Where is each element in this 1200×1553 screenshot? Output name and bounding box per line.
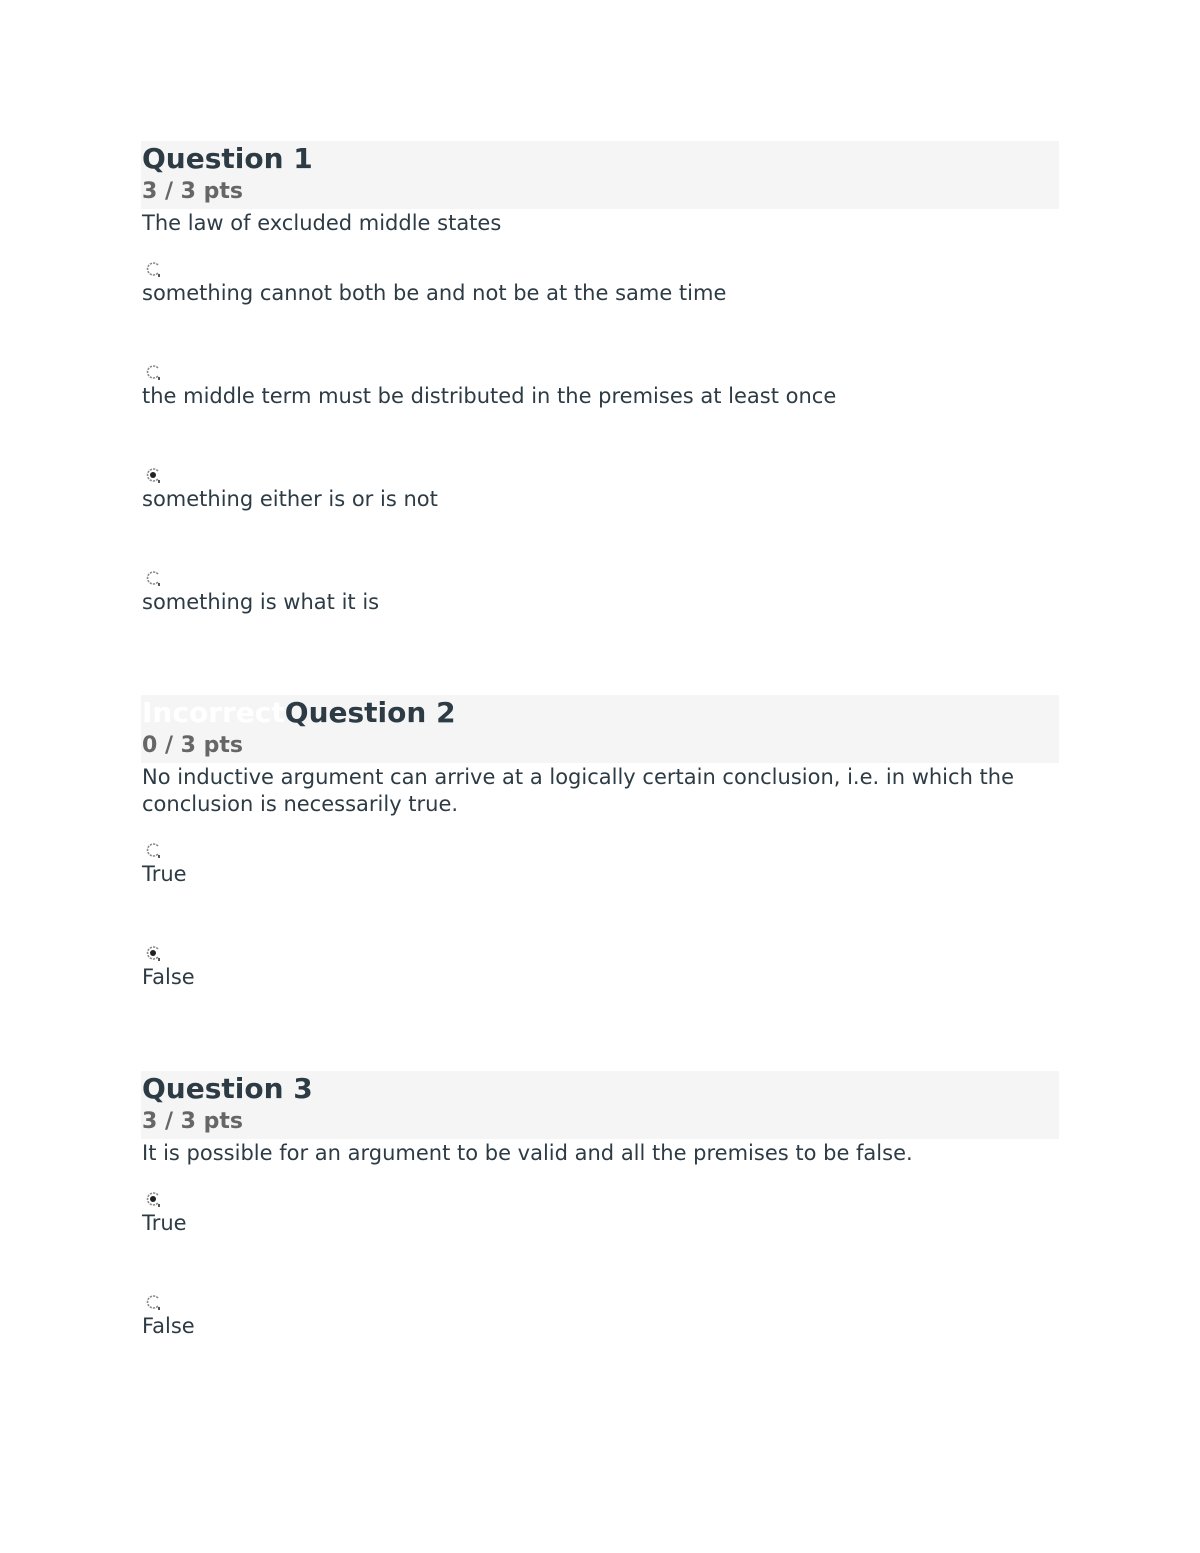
answer-option[interactable] — [141, 251, 1059, 354]
question-title-row — [142, 695, 456, 731]
radio-icon[interactable] — [145, 261, 159, 275]
question-title-row — [142, 141, 313, 177]
radio-unselected-icon — [145, 842, 161, 858]
answer-list — [141, 251, 1059, 663]
answer-list — [141, 1181, 1059, 1387]
answer-label: something is what it is — [142, 590, 380, 614]
question-header — [141, 1071, 1059, 1139]
incorrect-flag: Incorrect — [142, 696, 285, 729]
answer-option[interactable] — [141, 354, 1059, 457]
question-title-row — [142, 1071, 313, 1107]
radio-icon[interactable] — [145, 1191, 159, 1205]
question-text: The law of excluded middle states — [142, 211, 502, 235]
answer-label: something either is or is not — [142, 487, 438, 511]
answer-option[interactable] — [141, 560, 1059, 663]
answer-option[interactable] — [141, 1181, 1059, 1284]
radio-selected-icon — [145, 1191, 161, 1207]
radio-selected-icon — [145, 467, 161, 483]
question-points: 3 / 3 pts — [142, 179, 243, 204]
question-3 — [141, 1071, 1059, 1387]
answer-list — [141, 832, 1059, 1038]
answer-option[interactable] — [141, 935, 1059, 1038]
answer-option[interactable] — [141, 1284, 1059, 1387]
answer-label: something cannot both be and not be at the same time — [142, 281, 727, 305]
radio-icon[interactable] — [145, 945, 159, 959]
radio-icon[interactable] — [145, 570, 159, 584]
question-text: It is possible for an argument to be valid and all the premises to be false. — [142, 1141, 913, 1165]
radio-unselected-icon — [145, 570, 161, 586]
question-header — [141, 141, 1059, 209]
answer-option[interactable] — [141, 832, 1059, 935]
question-2 — [141, 695, 1059, 1038]
answer-label: True — [142, 1211, 187, 1235]
question-title: Question 2 — [284, 696, 456, 729]
question-title: Question 1 — [142, 142, 313, 175]
question-points: 3 / 3 pts — [142, 1109, 243, 1134]
radio-icon[interactable] — [145, 842, 159, 856]
radio-icon[interactable] — [145, 467, 159, 481]
radio-unselected-icon — [145, 1294, 161, 1310]
answer-option[interactable] — [141, 457, 1059, 560]
answer-label: the middle term must be distributed in the premises at least once — [142, 384, 837, 408]
question-title: Question 3 — [142, 1072, 313, 1105]
radio-unselected-icon — [145, 364, 161, 380]
question-points: 0 / 3 pts — [142, 733, 243, 758]
question-header — [141, 695, 1059, 763]
question-1 — [141, 141, 1059, 663]
radio-selected-icon — [145, 945, 161, 961]
answer-label: True — [142, 862, 187, 886]
answer-label: False — [142, 965, 195, 989]
radio-icon[interactable] — [145, 364, 159, 378]
answer-label: False — [142, 1314, 195, 1338]
radio-icon[interactable] — [145, 1294, 159, 1308]
radio-unselected-icon — [145, 261, 161, 277]
question-text: No inductive argument can arrive at a logically certain conclusion, i.e. in which the conclusion is necessarily true. — [142, 765, 1015, 816]
